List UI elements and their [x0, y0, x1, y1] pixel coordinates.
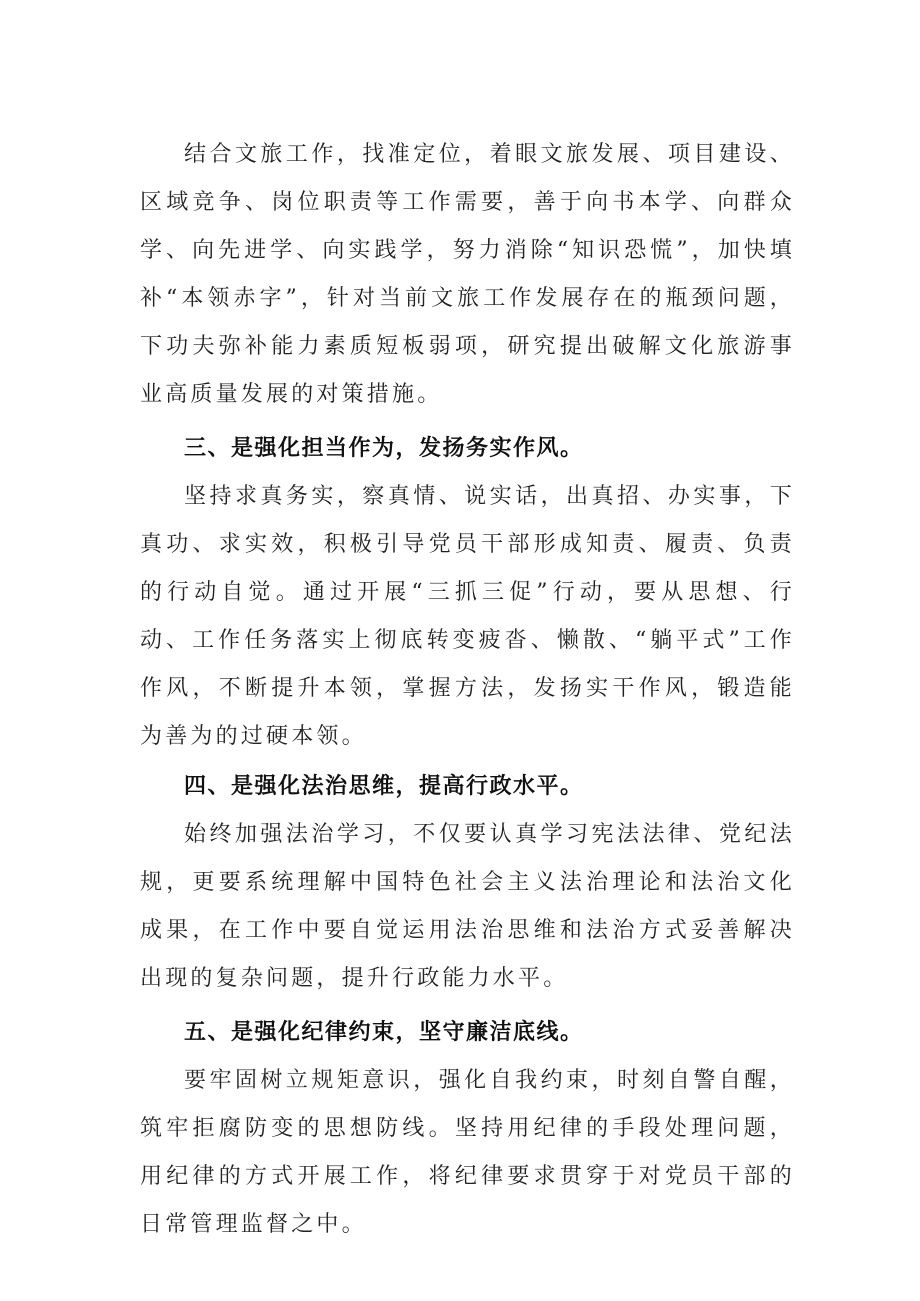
section-heading-5: 五、是强化纪律约束，坚守廉洁底线。 — [184, 1020, 584, 1045]
paragraph-study: 结合文旅工作，找准定位，着眼文旅发展、项目建设、区域竞争、岗位职责等工作需要，善于向书本学、向群众学、向先进学、向实践学，努力消除“知识恐慌”，加快填补“本领赤字”，针对当前文旅工作发展存在的瓶颈问题，下功夫弥补能力素质短板弱项，研究提出破解文化旅游事业高质量发展的对策措施。 — [140, 142, 795, 407]
paragraph-rule-of-law: 始终加强法治学习，不仅要认真学习宪法法律、党纪法规，更要系统理解中国特色社会主义法治理论和法治文化成果，在工作中要自觉运用法治思维和法治方式妥善解决出现的复杂问题，提升行政能力水平。 — [140, 822, 795, 991]
paragraph-responsibility: 坚持求真务实，察真情、说实话，出真招、办实事，下真功、求实效，积极引导党员干部形成知责、履责、负责的行动自觉。通过开展“三抓三促”行动，要从思想、行动、工作任务落实上彻底转变疲沓、懒散、“躺平式”工作作风，不断提升本领，掌握方法，发扬实干作风，锻造能为善为的过硬本领。 — [140, 484, 795, 749]
paragraph-discipline: 要牢固树立规矩意识，强化自我约束，时刻自警自醒，筑牢拒腐防变的思想防线。坚持用纪律的手段处理问题，用纪律的方式开展工作，将纪律要求贯穿于对党员干部的日常管理监督之中。 — [140, 1068, 795, 1237]
section-heading-3: 三、是强化担当作为，发扬务实作风。 — [184, 436, 584, 461]
section-heading-4: 四、是强化法治思维，提高行政水平。 — [184, 774, 584, 799]
document-body — [140, 131, 795, 1249]
